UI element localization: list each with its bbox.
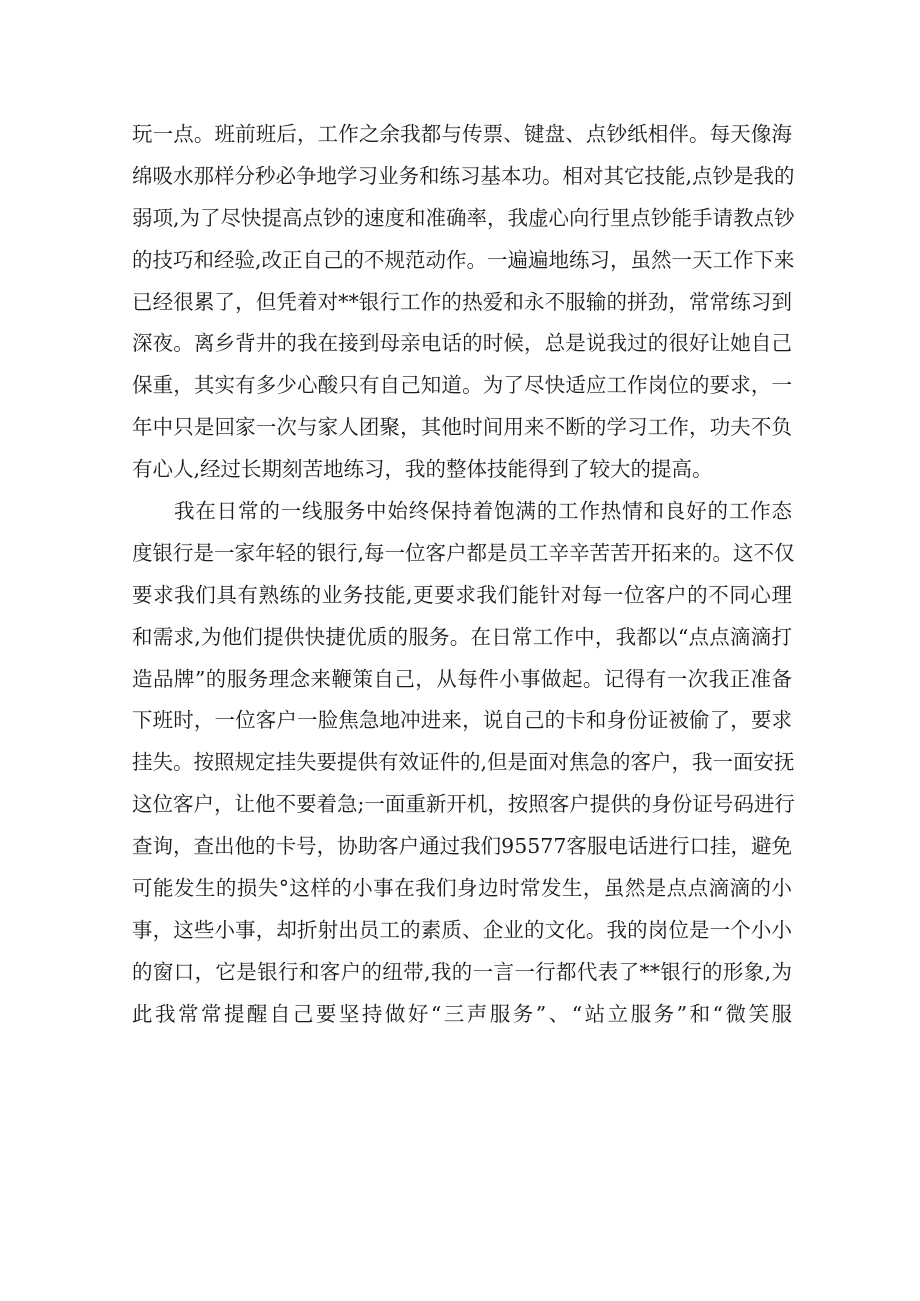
text-line: 挂失。按照规定挂失要提供有效证件的,但是面对焦急的客户，我一面安抚 bbox=[132, 750, 795, 775]
text-line: 和需求,为他们提供快捷优质的服务。在日常工作中，我都以“点点滴滴打 bbox=[132, 624, 792, 649]
text-line: 查询，查出他的卡号，协助客户通过我们95577客服电话进行口挂，避免 bbox=[132, 834, 792, 859]
text-line: 造品牌”的服务理念来鞭策自己，从每件小事做起。记得有一次我正准备 bbox=[132, 666, 792, 691]
text-line: 的窗口，它是银行和客户的纽带,我的一言一行都代表了**银行的形象,为 bbox=[132, 959, 792, 984]
paragraph-2 bbox=[132, 491, 795, 1036]
text-line: 已经很累了，但凭着对**银行工作的热爱和永不服输的拼劲，常常练习到 bbox=[132, 289, 792, 314]
text-line: 玩一点。班前班后，工作之余我都与传票、键盘、点钞纸相伴。每天像海 bbox=[132, 122, 792, 146]
text-line: 这位客户，让他不要着急;一面重新开机，按照客户提供的身份证号码进行 bbox=[132, 792, 795, 817]
text-line: 绵吸水那样分秒必争地学习业务和练习基本功。相对其它技能,点钞是我的 bbox=[132, 163, 795, 188]
text-line: 度银行是一家年轻的银行,每一位客户都是员工辛辛苦苦开拓来的。这不仅 bbox=[132, 540, 795, 565]
text-line: 有心人,经过长期刻苦地练习，我的整体技能得到了较大的提高。 bbox=[132, 457, 713, 482]
text-line: 年中只是回家一次与家人团聚，其他时间用来不断的学习工作，功夫不负 bbox=[132, 415, 792, 440]
text-line: 深夜。离乡背井的我在接到母亲电话的时候，总是说我过的很好让她自己 bbox=[132, 331, 792, 356]
text-line: 的技巧和经验,改正自己的不规范动作。一遍遍地练习，虽然一天工作下来 bbox=[132, 247, 795, 272]
text-line: 此我常常提醒自己要坚持做好“三声服务”、“站立服务”和“微笑服 bbox=[132, 1001, 792, 1026]
text-line: 保重，其实有多少心酸只有自己知道。为了尽快适应工作岗位的要求，一 bbox=[132, 373, 792, 398]
paragraph-1 bbox=[132, 114, 795, 491]
text-line: 下班时，一位客户一脸焦急地冲进来，说自己的卡和身份证被偷了，要求 bbox=[132, 708, 792, 733]
text-line: 可能发生的损失°这样的小事在我们身边时常发生，虽然是点点滴滴的小 bbox=[132, 876, 792, 901]
text-line: 事，这些小事，却折射出员工的素质、企业的文化。我的岗位是一个小小 bbox=[132, 917, 792, 942]
text-line: 弱项,为了尽快提高点钞的速度和准确率，我虚心向行里点钞能手请教点钞 bbox=[132, 205, 795, 230]
body-text bbox=[132, 114, 795, 1036]
text-line: 要求我们具有熟练的业务技能,更要求我们能针对每一位客户的不同心理 bbox=[132, 582, 792, 607]
text-line: 我在日常的一线服务中始终保持着饱满的工作热情和良好的工作态 bbox=[174, 499, 792, 524]
